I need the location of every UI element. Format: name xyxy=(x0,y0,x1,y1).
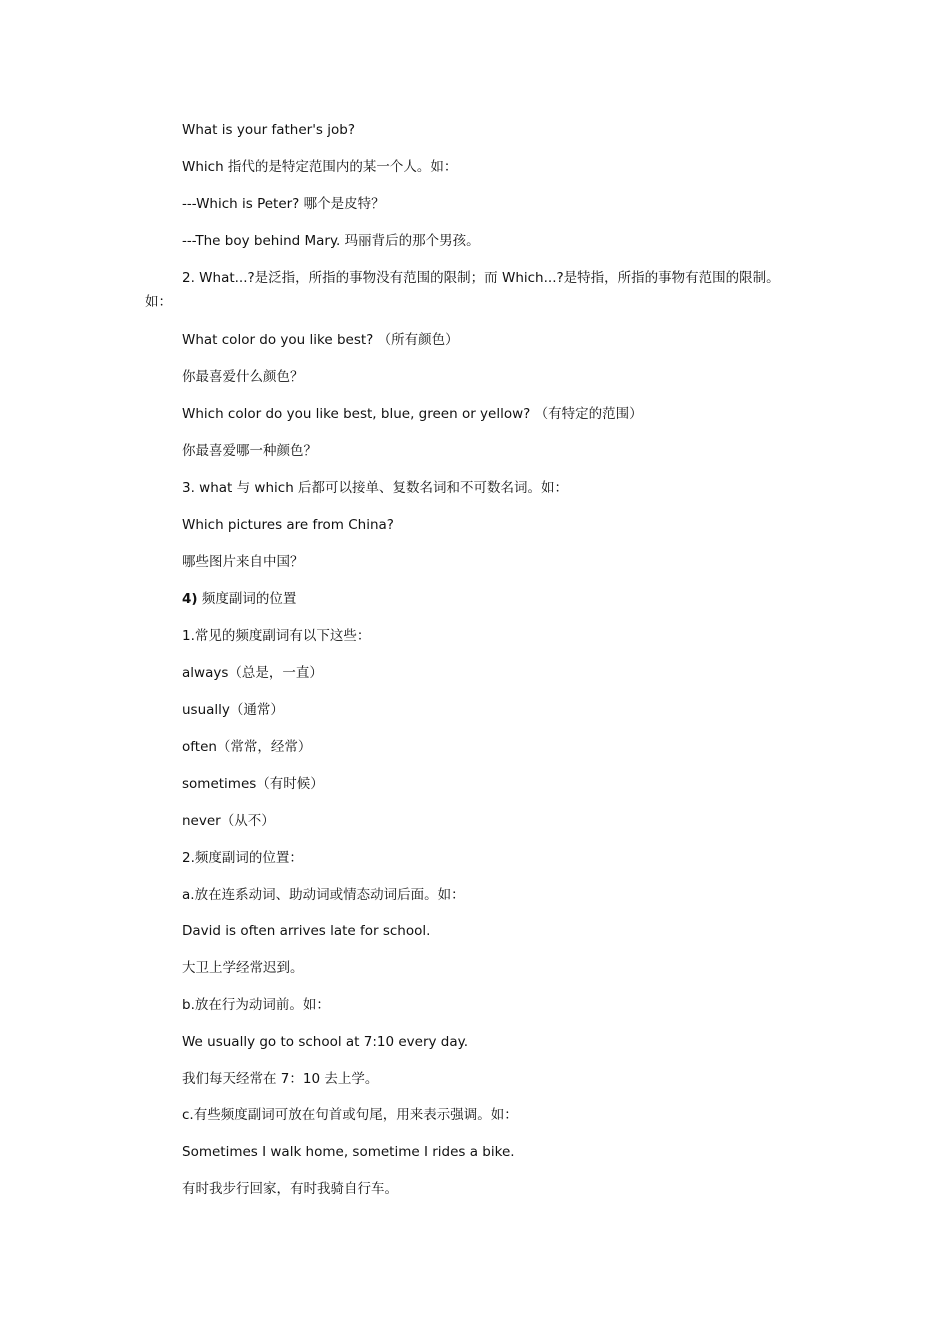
text-line: 2. What...?是泛指，所指的事物没有范围的限制；而 Which...?是特指，所指的事物有范围的限制。 xyxy=(182,270,780,286)
text-line: Which 指代的是特定范围内的某一个人。如： xyxy=(182,159,458,175)
text-line: Sometimes I walk home, sometime I rides a bike. xyxy=(182,1144,515,1160)
text-line: often（常常，经常） xyxy=(182,739,312,755)
text-line: What is your father's job? xyxy=(182,122,355,138)
text-line: 哪些图片来自中国？ xyxy=(182,554,304,570)
section-title: 频度副词的位置 xyxy=(201,591,297,607)
text-line: a.放在连系动词、助动词或情态动词后面。如： xyxy=(182,887,465,903)
section-number: 4) xyxy=(182,591,198,607)
text-line-continuation: 如： xyxy=(145,294,172,310)
text-line: ---Which is Peter? 哪个是皮特？ xyxy=(182,196,385,212)
text-line: 大卫上学经常迟到。 xyxy=(182,960,304,976)
text-line: What color do you like best? （所有颜色） xyxy=(182,332,459,348)
text-line: usually（通常） xyxy=(182,702,284,718)
text-line: always（总是，一直） xyxy=(182,665,323,681)
text-line: David is often arrives late for school. xyxy=(182,923,431,939)
text-line: ---The boy behind Mary. 玛丽背后的那个男孩。 xyxy=(182,233,480,249)
text-line: 2.频度副词的位置： xyxy=(182,850,303,866)
text-line: 3. what 与 which 后都可以接单、复数名词和不可数名词。如： xyxy=(182,480,569,496)
text-line: c.有些频度副词可放在句首或句尾，用来表示强调。如： xyxy=(182,1107,518,1123)
text-line: 有时我步行回家，有时我骑自行车。 xyxy=(182,1181,398,1197)
text-line: never（从不） xyxy=(182,813,275,829)
text-line: b.放在行为动词前。如： xyxy=(182,997,330,1013)
text-line: sometimes（有时候） xyxy=(182,776,324,792)
text-line: 你最喜爱什么颜色？ xyxy=(182,369,304,385)
text-line: Which pictures are from China? xyxy=(182,517,394,533)
text-line: 1.常见的频度副词有以下这些： xyxy=(182,628,371,644)
text-line: 我们每天经常在 7：10 去上学。 xyxy=(182,1071,379,1087)
text-line: We usually go to school at 7:10 every day. xyxy=(182,1034,468,1050)
section-heading xyxy=(182,590,296,608)
text-line: Which color do you like best, blue, green or yellow? （有特定的范围） xyxy=(182,406,643,422)
text-line: 你最喜爱哪一种颜色？ xyxy=(182,443,317,459)
